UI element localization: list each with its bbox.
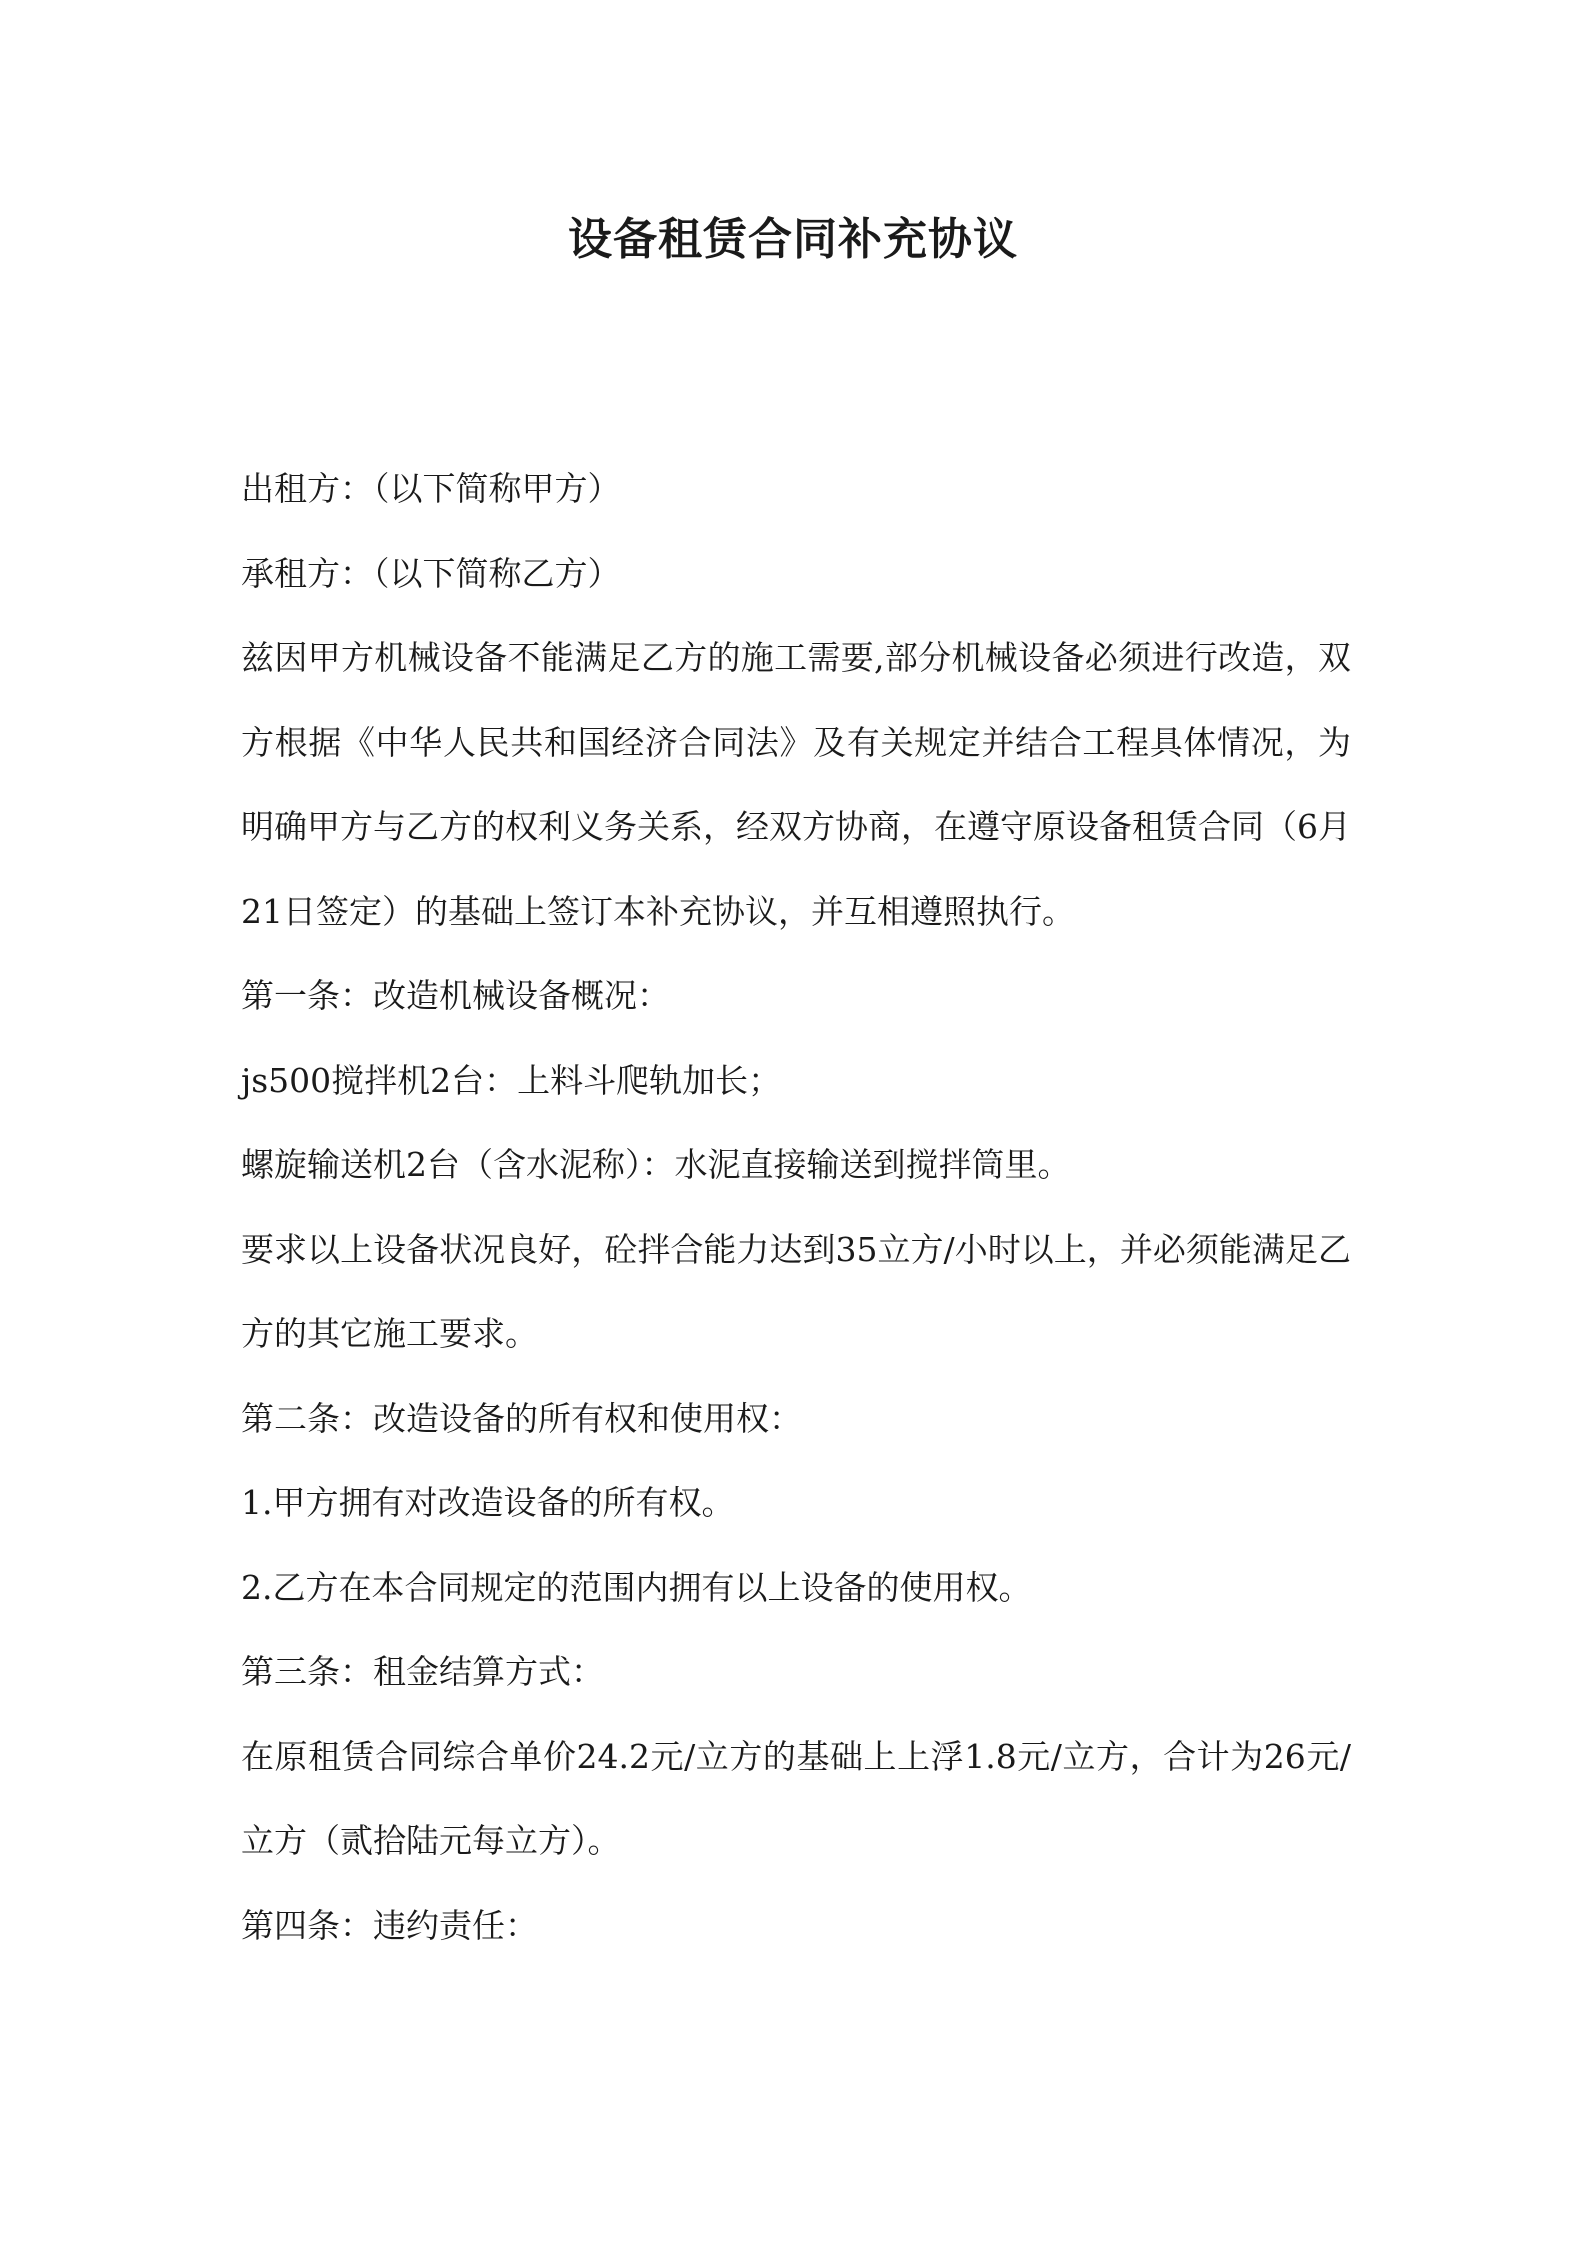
lessee-line: 承租方：（以下简称乙方） bbox=[241, 553, 621, 593]
article-1-heading: 第一条：改造机械设备概况： bbox=[241, 976, 670, 1015]
article-2-item-2: 2.乙方在本合同规定的范围内拥有以上设备的使用权。 bbox=[241, 1567, 1032, 1607]
article-1-item-conveyor: 螺旋输送机2台（含水泥称）：水泥直接输送到搅拌筒里。 bbox=[241, 1145, 1071, 1184]
article-3-content: 在原租赁合同综合单价24.2元/立方的基础上上浮1.8元/立方，合计为26元/立方（贰拾陆元每立方）。 bbox=[241, 1736, 1351, 1860]
article-2-item-1: 1.甲方拥有对改造设备的所有权。 bbox=[241, 1483, 735, 1522]
article-3-heading: 第三条：租金结算方式： bbox=[241, 1652, 604, 1691]
article-1-item-mixer: js500搅拌机2台：上料斗爬轨加长； bbox=[241, 1060, 782, 1100]
document-body bbox=[241, 447, 1351, 1968]
article-2-heading: 第二条：改造设备的所有权和使用权： bbox=[241, 1398, 802, 1438]
document-title: 设备租赁合同补充协议 bbox=[568, 214, 1018, 265]
article-1-requirement: 要求以上设备状况良好，砼拌合能力达到35立方/小时以上，并必须能满足乙方的其它施工要求。 bbox=[241, 1229, 1351, 1353]
lessor-line: 出租方：（以下简称甲方） bbox=[241, 469, 621, 508]
article-4-heading: 第四条：违约责任： bbox=[241, 1905, 538, 1945]
preamble-paragraph: 兹因甲方机械设备不能满足乙方的施工需要,部分机械设备必须进行改造，双方根据《中华人民共和国经济合同法》及有关规定并结合工程具体情况，为明确甲方与乙方的权利义务关系，经双方协商，在遵守原设备租赁合同（6月21日签定）的基础上签订本补充协议，并互相遵照执行。 bbox=[241, 638, 1351, 931]
